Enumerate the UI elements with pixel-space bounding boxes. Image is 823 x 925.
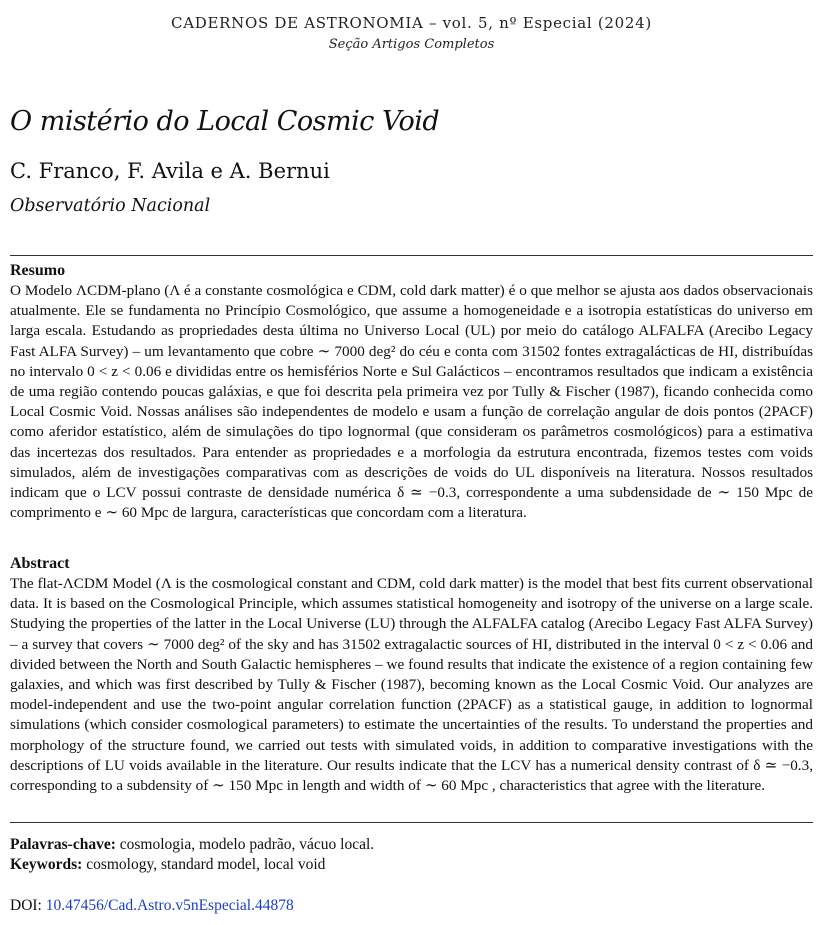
section-label: Seção Artigos Completos — [328, 37, 495, 52]
keywords-pt-value: cosmologia, modelo padrão, vácuo local. — [115, 836, 375, 853]
doi-label: DOI: — [10, 897, 42, 914]
resumo-text: O Modelo ΛCDM-plano (Λ é a constante cosmológica e CDM, cold dark matter) é o que melhor se ajusta aos dados observacionais atualmente. Ele se fundamenta no Princípio Cosmológico, que assume a homogeneidade e a isotropia estatísticas do universo em larga escala. Estudando as propriedades desta última no Universo Local (UL) por meio do catálogo ALFALFA (Arecibo Legacy Fast ALFA Survey) – um levantamento que cobre ∼ 7000 deg² do céu e conta com 31502 fontes extragalácticas de HI, distribuídas no intervalo 0 < z < 0.06 e divididas entre os hemisférios Norte e Sul Galácticos – encontramos resultados que indicam a existência de uma região contendo poucas galáxias, e que foi descrita pela primeira vez por Tully & Fischer (1987), ficando conhecida como Local Cosmic Void. Nossas análises são independentes de modelo e usam a função de correlação angular de dois pontos (2PACF) como aferidor estatístico, além de simulações do tipo lognormal (que consideram os parâmetros cosmológicos) para a estimativa das incertezas dos resultados. Para entender as propriedades e a morfologia da estrutura encontrada, fizemos testes com voids simulados, além de investigações comparativas com as descrições de voids do UL disponíveis na literatura. Nossos resultados indicam que o LCV possui contraste de densidade numérica δ ≃ −0.3, correspondente a uma subdensidade de ∼ 150 Mpc de comprimento e ∼ 60 Mpc de largura, características que concordam com a literatura. — [10, 282, 813, 522]
keywords-en-value: cosmology, standard model, local void — [82, 856, 326, 873]
abstract-section — [10, 554, 813, 796]
top-divider — [10, 255, 813, 256]
doi-link[interactable]: 10.47456/Cad.Astro.v5nEspecial.44878 — [45, 897, 294, 914]
abstract-text: The flat-ΛCDM Model (Λ is the cosmological constant and CDM, cold dark matter) is the model that best fits current observational data. It is based on the Cosmological Principle, which assumes statistical homogeneity and isotropy of the universe on a large scale. Studying the properties of the latter in the Local Universe (LU) through the ALFALFA catalog (Arecibo Legacy Fast ALFA Survey) – a survey that covers ∼ 7000 deg² of the sky and has 31502 extragalactic sources of HI, distributed in the interval 0 < z < 0.06 and divided between the North and South Galactic hemispheres – we found results that indicate the existence of a region containing few galaxies, and which was first described by Tully & Fischer (1987), becoming known as the Local Cosmic Void. Our analyzes are model-independent and use the two-point angular correlation function (2PACF) as a statistical gauge, in addition to lognormal simulations (which consider cosmological parameters) to estimate the uncertainties of the results. To understand the properties and morphology of the structure found, we carried out tests with simulated voids, in addition to comparative investigations with the descriptions of LU voids available in the literature. Our results indicate that the LCV has a numerical density contrast of δ ≃ −0.3, corresponding to a subdensity of ∼ 150 Mpc in length and width of ∼ 60 Mpc , characteristics that agree with the literature. — [10, 575, 813, 795]
journal-header — [0, 14, 823, 52]
paper-title: O mistério do Local Cosmic Void — [10, 106, 440, 137]
keywords-en-label: Keywords: — [10, 856, 83, 873]
bottom-divider — [10, 822, 813, 823]
authors: C. Franco, F. Avila e A. Bernui — [10, 159, 330, 183]
keywords-pt — [10, 835, 374, 855]
journal-name: CADERNOS DE ASTRONOMIA – vol. 5, nº Especial (2024) — [171, 14, 652, 32]
keywords-en — [10, 855, 325, 875]
keywords-pt-label: Palavras-chave: — [10, 836, 116, 853]
abstract-heading: Abstract — [10, 555, 70, 572]
resumo-heading: Resumo — [10, 262, 66, 279]
resumo-section — [10, 261, 813, 523]
affiliation: Observatório Nacional — [10, 196, 211, 216]
doi-line — [10, 896, 294, 916]
